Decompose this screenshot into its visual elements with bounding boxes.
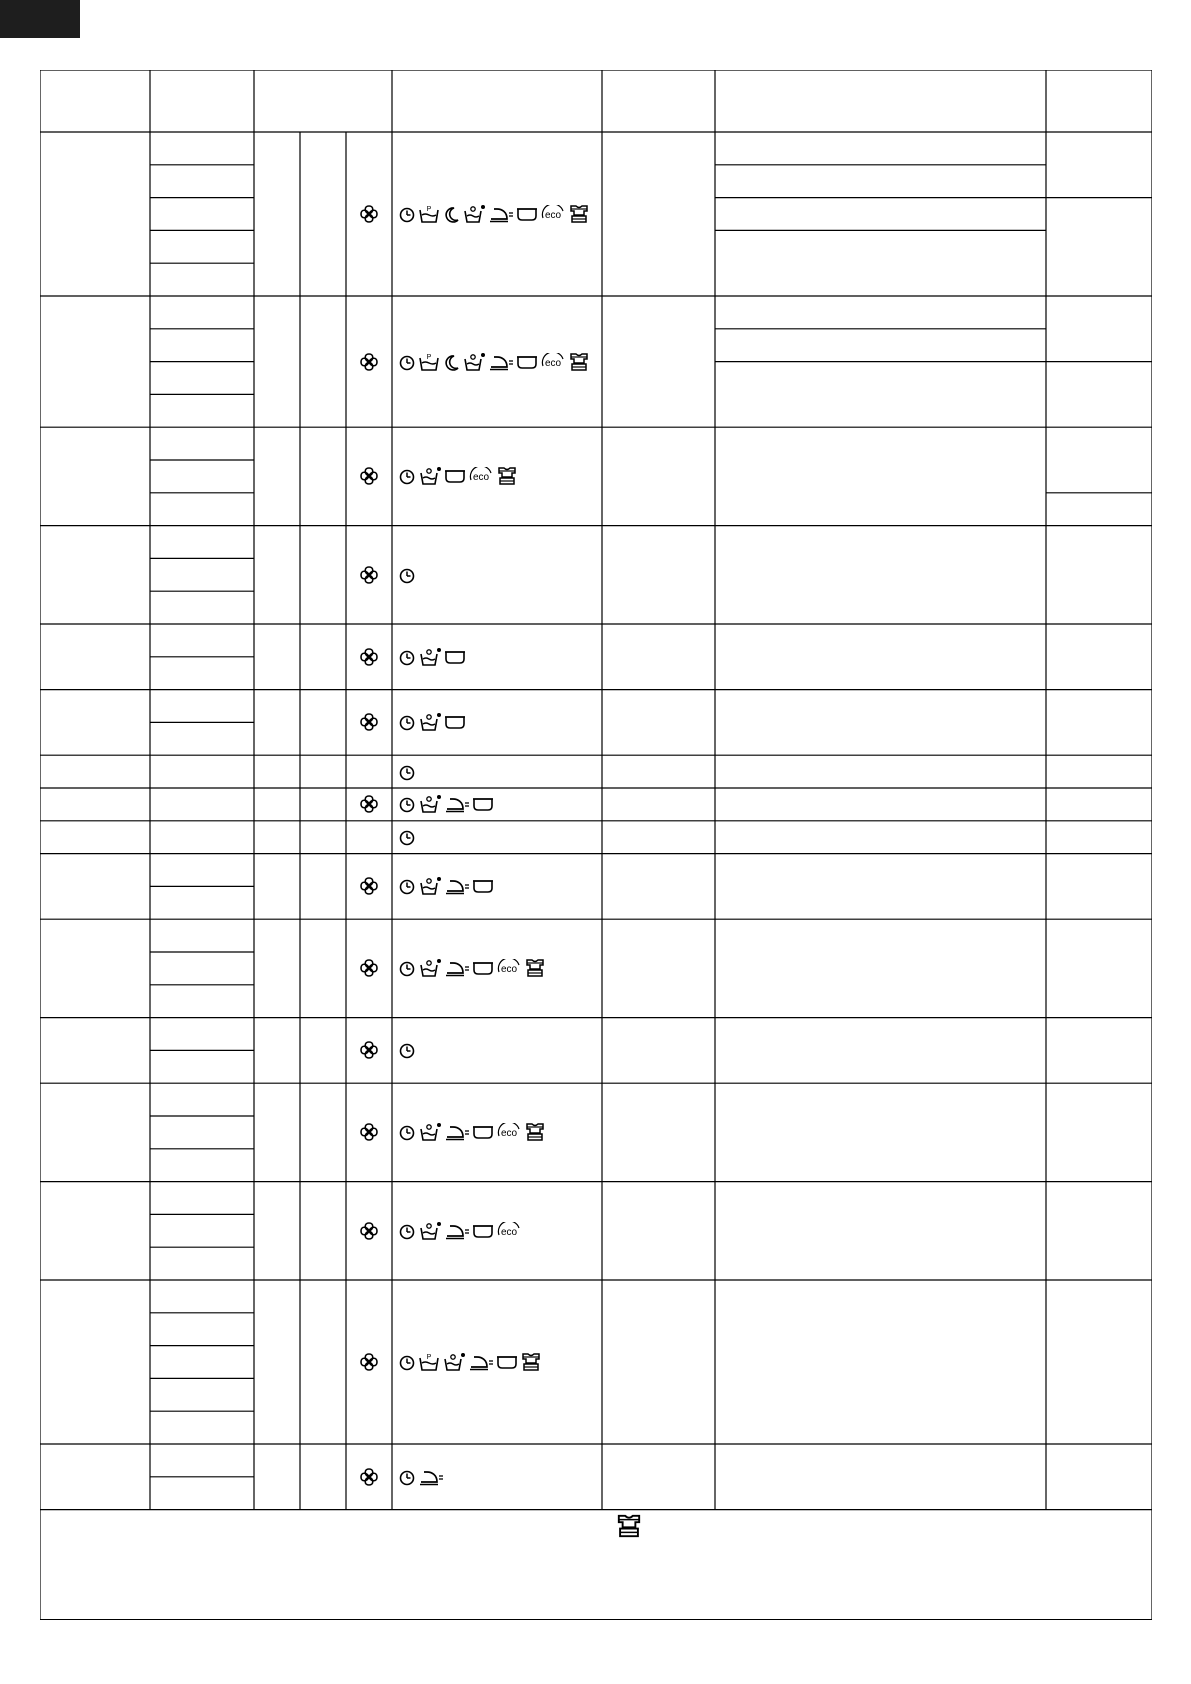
option-icons — [398, 874, 494, 898]
svg-text:P: P — [426, 206, 432, 213]
svg-text:eco: eco — [500, 1226, 518, 1238]
timer-icon — [398, 828, 416, 846]
fan-icon — [358, 351, 380, 373]
fan-icon — [358, 1039, 380, 1061]
fan-icon — [358, 711, 380, 733]
option-icons — [398, 464, 518, 488]
timer-icon — [398, 205, 416, 223]
eco-icon — [496, 959, 522, 977]
intensive-icon — [418, 958, 442, 978]
drum-icon — [472, 1124, 494, 1140]
svg-text:eco: eco — [544, 210, 562, 221]
drum-icon — [444, 649, 466, 665]
fan-icon — [358, 203, 380, 225]
option-icons — [398, 956, 546, 980]
prewash-icon — [418, 1352, 440, 1372]
drum-icon — [516, 354, 538, 370]
intensive-icon — [442, 1352, 466, 1372]
timer-icon — [398, 1041, 416, 1059]
option-icons — [398, 710, 466, 734]
shirt-icon — [524, 957, 546, 979]
programme-table — [40, 70, 1152, 1620]
option-icons — [398, 792, 494, 816]
prewash-icon — [418, 204, 440, 224]
fan-icon — [358, 465, 380, 487]
intensive-icon — [418, 1122, 442, 1142]
timer-icon — [398, 1353, 416, 1371]
svg-text:eco: eco — [544, 357, 562, 369]
option-icons — [398, 1350, 542, 1374]
fan-icon — [358, 875, 380, 897]
option-icons — [398, 1038, 416, 1062]
intensive-icon — [418, 1221, 442, 1241]
option-icons — [398, 350, 590, 374]
steam-iron-icon — [444, 1123, 470, 1141]
steam-iron-icon — [444, 795, 470, 813]
svg-text:eco: eco — [500, 964, 518, 976]
eco-icon — [496, 1123, 522, 1141]
night-icon — [442, 205, 460, 223]
steam-iron-icon — [418, 1468, 444, 1486]
fan-icon — [358, 646, 380, 668]
timer-icon — [398, 566, 416, 584]
option-icons — [398, 563, 416, 587]
timer-icon — [398, 1468, 416, 1486]
steam-iron-icon — [488, 353, 514, 371]
drum-icon — [472, 1223, 494, 1239]
intensive-icon — [418, 794, 442, 814]
timer-icon — [398, 648, 416, 666]
option-icons — [398, 1120, 546, 1144]
prewash-icon — [418, 352, 440, 372]
drum-icon — [444, 468, 466, 484]
steam-iron-icon — [444, 1222, 470, 1240]
intensive-icon — [418, 712, 442, 732]
page-corner-tab — [0, 0, 80, 38]
shirt-icon — [568, 351, 590, 373]
shirt-icon — [520, 1351, 542, 1373]
option-icons — [398, 1219, 522, 1243]
fan-icon — [358, 564, 380, 586]
table-grid — [40, 70, 1152, 1620]
fan-icon — [358, 793, 380, 815]
option-icons — [398, 202, 590, 226]
option-icons — [398, 760, 416, 784]
eco-icon — [496, 1222, 522, 1240]
option-icons — [398, 645, 466, 669]
svg-text:eco: eco — [500, 1128, 518, 1140]
eco-icon — [540, 353, 566, 371]
steam-iron-icon — [444, 959, 470, 977]
svg-text:P: P — [426, 353, 432, 361]
shirt-icon — [615, 1512, 643, 1545]
timer-icon — [398, 353, 416, 371]
svg-text:P: P — [426, 1354, 432, 1361]
option-icons — [398, 1465, 444, 1489]
drum-icon — [472, 960, 494, 976]
timer-icon — [398, 959, 416, 977]
timer-icon — [398, 795, 416, 813]
timer-icon — [398, 467, 416, 485]
shirt-icon — [496, 465, 518, 487]
timer-icon — [398, 877, 416, 895]
shirt-icon — [524, 1121, 546, 1143]
fan-icon — [358, 957, 380, 979]
intensive-icon — [418, 876, 442, 896]
timer-icon — [398, 713, 416, 731]
eco-icon — [468, 467, 494, 485]
steam-iron-icon — [488, 205, 514, 223]
intensive-icon — [462, 352, 486, 372]
fan-icon — [358, 1220, 380, 1242]
option-icons — [398, 825, 416, 849]
drum-icon — [444, 714, 466, 730]
fan-icon — [358, 1466, 380, 1488]
intensive-icon — [462, 204, 486, 224]
steam-iron-icon — [468, 1353, 494, 1371]
steam-iron-icon — [444, 877, 470, 895]
fan-icon — [358, 1351, 380, 1373]
night-icon — [442, 353, 460, 371]
timer-icon — [398, 1123, 416, 1141]
drum-icon — [472, 796, 494, 812]
timer-icon — [398, 1222, 416, 1240]
drum-icon — [516, 206, 538, 222]
fan-icon — [358, 1121, 380, 1143]
svg-text:eco: eco — [472, 472, 490, 484]
eco-icon — [540, 205, 566, 223]
drum-icon — [496, 1354, 518, 1370]
drum-icon — [472, 878, 494, 894]
shirt-icon — [568, 203, 590, 225]
intensive-icon — [418, 466, 442, 486]
timer-icon — [398, 763, 416, 781]
intensive-icon — [418, 647, 442, 667]
